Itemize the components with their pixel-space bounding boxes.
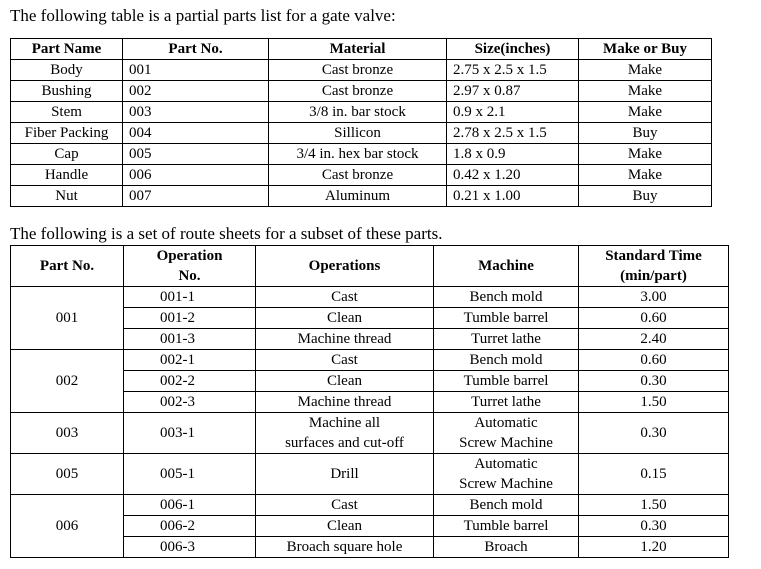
- header-operation-no-line1: Operation: [156, 248, 223, 264]
- parts-row: [11, 186, 712, 207]
- cell-part-no: 007: [123, 186, 269, 207]
- cell-machine: [434, 454, 579, 495]
- cell-machine: Bench mold: [434, 350, 579, 371]
- cell-operation: Machine thread: [256, 329, 434, 350]
- header-operation-no: [124, 246, 256, 287]
- cell-make-or-buy: Make: [579, 102, 712, 123]
- header-machine: Machine: [434, 246, 579, 287]
- cell-part-no: 004: [123, 123, 269, 144]
- header-make-or-buy: Make or Buy: [579, 39, 712, 60]
- cell-machine-line2: Screw Machine: [459, 435, 553, 451]
- cell-part-no: 006: [123, 165, 269, 186]
- cell-machine: Broach: [434, 537, 579, 558]
- cell-size: 0.9 x 2.1: [447, 102, 579, 123]
- cell-standard-time: 0.60: [579, 350, 729, 371]
- cell-machine: Bench mold: [434, 287, 579, 308]
- cell-standard-time: 2.40: [579, 329, 729, 350]
- cell-material: Cast bronze: [269, 165, 447, 186]
- cell-material: 3/4 in. hex bar stock: [269, 144, 447, 165]
- cell-machine: Turret lathe: [434, 329, 579, 350]
- parts-list-intro: The following table is a partial parts list for a gate valve:: [10, 6, 396, 25]
- cell-part-no: 005: [123, 144, 269, 165]
- cell-size: 2.97 x 0.87: [447, 81, 579, 102]
- header-part-no: Part No.: [123, 39, 269, 60]
- cell-make-or-buy: Buy: [579, 186, 712, 207]
- cell-operation: Cast: [256, 287, 434, 308]
- cell-part-name: Stem: [11, 102, 123, 123]
- cell-standard-time: 0.30: [579, 516, 729, 537]
- cell-operation: Drill: [256, 454, 434, 495]
- cell-operation: [256, 413, 434, 454]
- route-row: [11, 287, 729, 308]
- cell-standard-time: 0.30: [579, 413, 729, 454]
- route-header-row: [11, 246, 729, 287]
- cell-route-part-no: 005: [11, 454, 124, 495]
- header-standard-time-line1: Standard Time: [605, 248, 702, 264]
- cell-make-or-buy: Make: [579, 165, 712, 186]
- cell-operation-no: 003-1: [124, 413, 256, 454]
- cell-operation-no: 002-1: [124, 350, 256, 371]
- cell-standard-time: 1.50: [579, 495, 729, 516]
- cell-operation-no: 002-2: [124, 371, 256, 392]
- cell-route-part-no: 002: [11, 350, 124, 413]
- parts-row: [11, 102, 712, 123]
- route-row: [11, 495, 729, 516]
- route-row: [11, 454, 729, 495]
- cell-operation-no: 005-1: [124, 454, 256, 495]
- cell-part-name: Bushing: [11, 81, 123, 102]
- cell-operation-no: 001-3: [124, 329, 256, 350]
- cell-machine-line2: Screw Machine: [459, 476, 553, 492]
- cell-operation: Broach square hole: [256, 537, 434, 558]
- cell-route-part-no: 001: [11, 287, 124, 350]
- route-sheets-intro: The following is a set of route sheets for a subset of these parts.: [10, 224, 443, 243]
- parts-header-row: [11, 39, 712, 60]
- cell-make-or-buy: Make: [579, 60, 712, 81]
- cell-operation-no: 006-2: [124, 516, 256, 537]
- cell-operation-no: 006-1: [124, 495, 256, 516]
- cell-operation: Machine thread: [256, 392, 434, 413]
- cell-standard-time: 1.50: [579, 392, 729, 413]
- cell-size: 1.8 x 0.9: [447, 144, 579, 165]
- cell-operation: Cast: [256, 350, 434, 371]
- cell-operation-no: 002-3: [124, 392, 256, 413]
- cell-material: Sillicon: [269, 123, 447, 144]
- header-standard-time-line2: (min/part): [620, 268, 687, 284]
- cell-make-or-buy: Buy: [579, 123, 712, 144]
- cell-standard-time: 1.20: [579, 537, 729, 558]
- cell-operation: Clean: [256, 516, 434, 537]
- cell-material: Aluminum: [269, 186, 447, 207]
- parts-row: [11, 123, 712, 144]
- parts-list-table: [10, 38, 712, 207]
- cell-part-name: Handle: [11, 165, 123, 186]
- cell-operation: Clean: [256, 371, 434, 392]
- cell-machine: Tumble barrel: [434, 516, 579, 537]
- cell-part-no: 001: [123, 60, 269, 81]
- cell-operation-no: 001-1: [124, 287, 256, 308]
- cell-standard-time: 0.15: [579, 454, 729, 495]
- route-row: [11, 413, 729, 454]
- cell-size: 0.21 x 1.00: [447, 186, 579, 207]
- cell-part-name: Body: [11, 60, 123, 81]
- header-material: Material: [269, 39, 447, 60]
- header-part-name: Part Name: [11, 39, 123, 60]
- cell-machine-line1: Automatic: [474, 415, 538, 431]
- cell-machine: Tumble barrel: [434, 308, 579, 329]
- parts-row: [11, 81, 712, 102]
- cell-make-or-buy: Make: [579, 81, 712, 102]
- cell-material: Cast bronze: [269, 60, 447, 81]
- cell-operation: Cast: [256, 495, 434, 516]
- parts-row: [11, 165, 712, 186]
- cell-route-part-no: 006: [11, 495, 124, 558]
- cell-part-no: 002: [123, 81, 269, 102]
- header-operation-no-line2: No.: [178, 268, 201, 284]
- cell-part-name: Nut: [11, 186, 123, 207]
- header-operations: Operations: [256, 246, 434, 287]
- cell-part-no: 003: [123, 102, 269, 123]
- route-row: [11, 350, 729, 371]
- cell-material: 3/8 in. bar stock: [269, 102, 447, 123]
- cell-standard-time: 0.60: [579, 308, 729, 329]
- cell-machine-line1: Automatic: [474, 456, 538, 472]
- header-size: Size(inches): [447, 39, 579, 60]
- parts-row: [11, 144, 712, 165]
- route-sheet-table: [10, 245, 729, 558]
- cell-size: 2.75 x 2.5 x 1.5: [447, 60, 579, 81]
- cell-part-name: Fiber Packing: [11, 123, 123, 144]
- cell-machine: Turret lathe: [434, 392, 579, 413]
- cell-size: 0.42 x 1.20: [447, 165, 579, 186]
- cell-operation-no: 006-3: [124, 537, 256, 558]
- cell-operation-line2: surfaces and cut-off: [285, 435, 404, 451]
- cell-operation-line1: Machine all: [308, 415, 381, 431]
- cell-machine: Tumble barrel: [434, 371, 579, 392]
- cell-machine: Bench mold: [434, 495, 579, 516]
- cell-material: Cast bronze: [269, 81, 447, 102]
- cell-route-part-no: 003: [11, 413, 124, 454]
- cell-operation: Clean: [256, 308, 434, 329]
- cell-operation-no: 001-2: [124, 308, 256, 329]
- cell-machine: [434, 413, 579, 454]
- cell-part-name: Cap: [11, 144, 123, 165]
- cell-make-or-buy: Make: [579, 144, 712, 165]
- parts-row: [11, 60, 712, 81]
- cell-size: 2.78 x 2.5 x 1.5: [447, 123, 579, 144]
- cell-standard-time: 3.00: [579, 287, 729, 308]
- header-standard-time: [579, 246, 729, 287]
- cell-standard-time: 0.30: [579, 371, 729, 392]
- header-route-part-no: Part No.: [11, 246, 124, 287]
